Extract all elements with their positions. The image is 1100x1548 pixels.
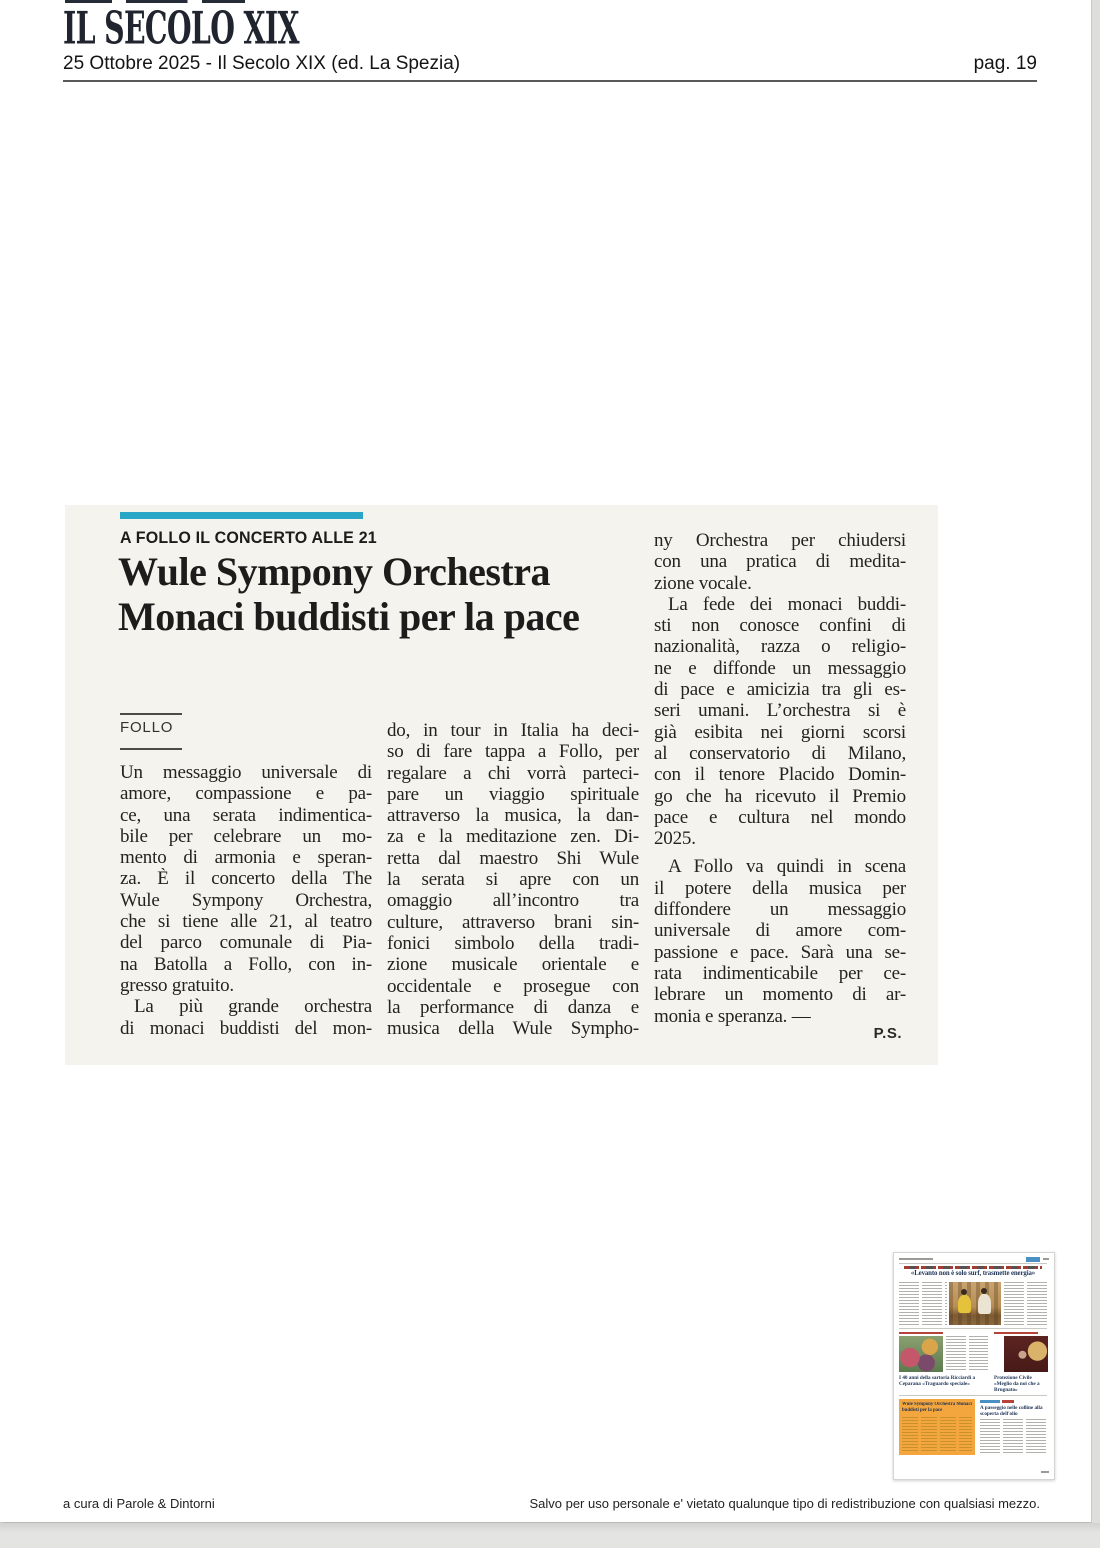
headline-line-1: Wule Sympony Orchestra <box>118 549 550 594</box>
body-line: sti non conosce confini di <box>654 615 906 637</box>
body-line: ne e diffonde un messaggio <box>654 657 906 679</box>
body-line: passione e pace. Sarà una se- <box>654 941 906 963</box>
body-line: seri umani. L’orchestra si è <box>654 700 906 722</box>
page-thumbnail <box>893 1252 1055 1480</box>
body-line: zione musicale orientale e <box>387 954 639 976</box>
thumb-photo-figure <box>958 1295 970 1313</box>
body-line: di monaci buddisti del mon- <box>120 1017 372 1039</box>
section-label: FOLLO <box>120 719 174 736</box>
article-byline: P.S. <box>873 1025 902 1042</box>
body-line: bile per celebrare un mo- <box>120 825 372 847</box>
footer-disclaimer: Salvo per uso personale e' vietato qualunque tipo di redistribuzione con qualsiasi mezzo. <box>529 1496 1040 1511</box>
body-line: amore, compassione e pa- <box>120 783 372 805</box>
body-line: lebrare un momento di ar- <box>654 984 906 1006</box>
thumb-right-photo <box>1004 1336 1048 1372</box>
body-line: diffondere un messaggio <box>654 899 906 921</box>
body-line: La più grande orchestra <box>134 996 372 1018</box>
body-line: retta dal maestro Shi Wule <box>387 847 639 869</box>
thumb-divider <box>899 1328 1047 1329</box>
body-line: che si tiene alle 21, al teatro <box>120 911 372 933</box>
body-line: Un messaggio universale di <box>120 762 372 783</box>
thumb-bottom-right-headline: A passeggio nelle colline alla scoperta dell'olio <box>980 1405 1043 1417</box>
body-line: La fede dei monaci buddi- <box>668 593 906 615</box>
body-line: Wule Sympony Orchestra, <box>120 889 372 911</box>
body-line: do, in tour in Italia ha deci- <box>387 720 639 741</box>
body-line: il potere della musica per <box>654 877 906 899</box>
article-column-3 <box>654 530 906 1027</box>
thumb-highlighted-article <box>899 1399 975 1455</box>
thumb-right-kicker <box>994 1332 1038 1334</box>
body-line: universale di amore com- <box>654 920 906 942</box>
thumb-right-headline: Protezione Civile «Meglio da noi che a Brugnato» <box>994 1375 1040 1393</box>
article-headline <box>118 549 678 639</box>
body-line: nazionalità, razza o religio- <box>654 636 906 658</box>
body-line: già esibita nei giorni scorsi <box>654 721 906 743</box>
header-rule <box>63 80 1037 82</box>
thumb-divider <box>899 1395 1047 1396</box>
thumb-page-number <box>1043 1258 1049 1260</box>
viewport-edge-bottom <box>0 1523 1100 1548</box>
thumb-main-headline: «Levanto non è solo surf, trasmette energia» <box>910 1270 1036 1277</box>
thumb-bottom-right-badge <box>980 1400 1000 1403</box>
body-line: mento di armonia e speran- <box>120 847 372 869</box>
body-line: zione vocale. <box>654 572 752 594</box>
body-line: za e la meditazione zen. Di- <box>387 826 639 848</box>
body-line: la performance di danza e <box>387 996 639 1018</box>
body-line: na Batolla a Follo, con in- <box>120 953 372 975</box>
body-line: del parco comunale di Pia- <box>120 932 372 954</box>
body-line: ny Orchestra per chiudersi <box>654 530 906 551</box>
body-line: con il tenore Placido Domin- <box>654 764 906 786</box>
body-line: musica della Wule Sympho- <box>387 1018 639 1040</box>
article-column-1 <box>120 762 372 1039</box>
body-line: ce, una serata indimentica- <box>120 804 372 826</box>
article-kicker: A FOLLO IL CONCERTO ALLE 21 <box>120 529 377 547</box>
body-line: gresso gratuito. <box>120 974 234 996</box>
dateline: 25 Ottobre 2025 - Il Secolo XIX (ed. La Spezia) <box>63 53 461 74</box>
footer-credit: a cura di Parole & Dintorni <box>63 1496 215 1511</box>
body-line: za. È il concerto della The <box>120 868 372 890</box>
body-line: al conservatorio di Milano, <box>654 742 906 764</box>
viewport-edge-right <box>1091 0 1100 1548</box>
body-line: pace e cultura nel mondo <box>654 806 906 828</box>
section-rule-bottom <box>120 748 182 750</box>
thumb-text-columns <box>902 1417 972 1451</box>
thumb-left-headline: I 40 anni della sartoria Ricciardi a Ceparana «Traguardo speciale» <box>899 1375 976 1387</box>
body-line: pare un viaggio spirituale <box>387 783 639 805</box>
body-line: A Follo va quindi in scena <box>668 856 906 878</box>
thumb-folio-text <box>899 1258 933 1260</box>
thumb-highlighted-headline: Wule Sympony Orchestra Monaci buddisti per la pace <box>902 1402 972 1413</box>
body-line: regalare a chi vorrà parteci- <box>387 762 639 784</box>
thumb-text-columns <box>899 1282 947 1325</box>
thumb-bottom-right-kicker <box>1002 1400 1014 1403</box>
body-line: go che ha ricevuto il Premio <box>654 785 906 807</box>
thumb-left-kicker <box>899 1332 943 1334</box>
thumb-divider <box>899 1263 1047 1264</box>
thumb-photo-figure <box>978 1294 990 1314</box>
page-number: pag. 19 <box>973 53 1037 74</box>
body-line: rata indimenticabile per ce- <box>654 962 906 984</box>
body-line: di pace e amicizia tra gli es- <box>654 679 906 701</box>
article-clipping <box>65 505 938 1065</box>
body-line: 2025. <box>654 828 696 850</box>
headline-line-2: Monaci buddisti per la pace <box>118 594 580 639</box>
body-line: omaggio all’incontro tra <box>387 890 639 912</box>
masthead-logo: IL SECOLO XIX <box>63 2 299 55</box>
thumb-main-photo <box>949 1282 1001 1325</box>
body-line: culture, attraverso brani sin- <box>387 911 639 933</box>
thumb-text-columns <box>946 1336 988 1372</box>
body-line: fonici simbolo della tradi- <box>387 932 639 954</box>
thumb-section-badge <box>1026 1257 1040 1262</box>
thumb-text-columns <box>1004 1282 1048 1325</box>
section-rule-top <box>120 713 182 715</box>
thumb-page-footer <box>1041 1471 1049 1473</box>
body-line: monia e speranza. — <box>654 1005 811 1027</box>
thumb-left-photo <box>899 1336 943 1372</box>
body-line: so di fare tappa a Follo, per <box>387 741 639 763</box>
thumb-text-columns <box>980 1419 1048 1455</box>
body-line: la serata si apre con un <box>387 869 639 891</box>
thumb-main-kicker <box>904 1266 1042 1269</box>
article-accent-bar <box>120 512 363 519</box>
body-line: occidentale e prosegue con <box>387 975 639 997</box>
article-column-2 <box>387 720 639 1039</box>
body-line: attraverso la musica, la dan- <box>387 805 639 827</box>
body-line: con una pratica di medita- <box>654 551 906 573</box>
